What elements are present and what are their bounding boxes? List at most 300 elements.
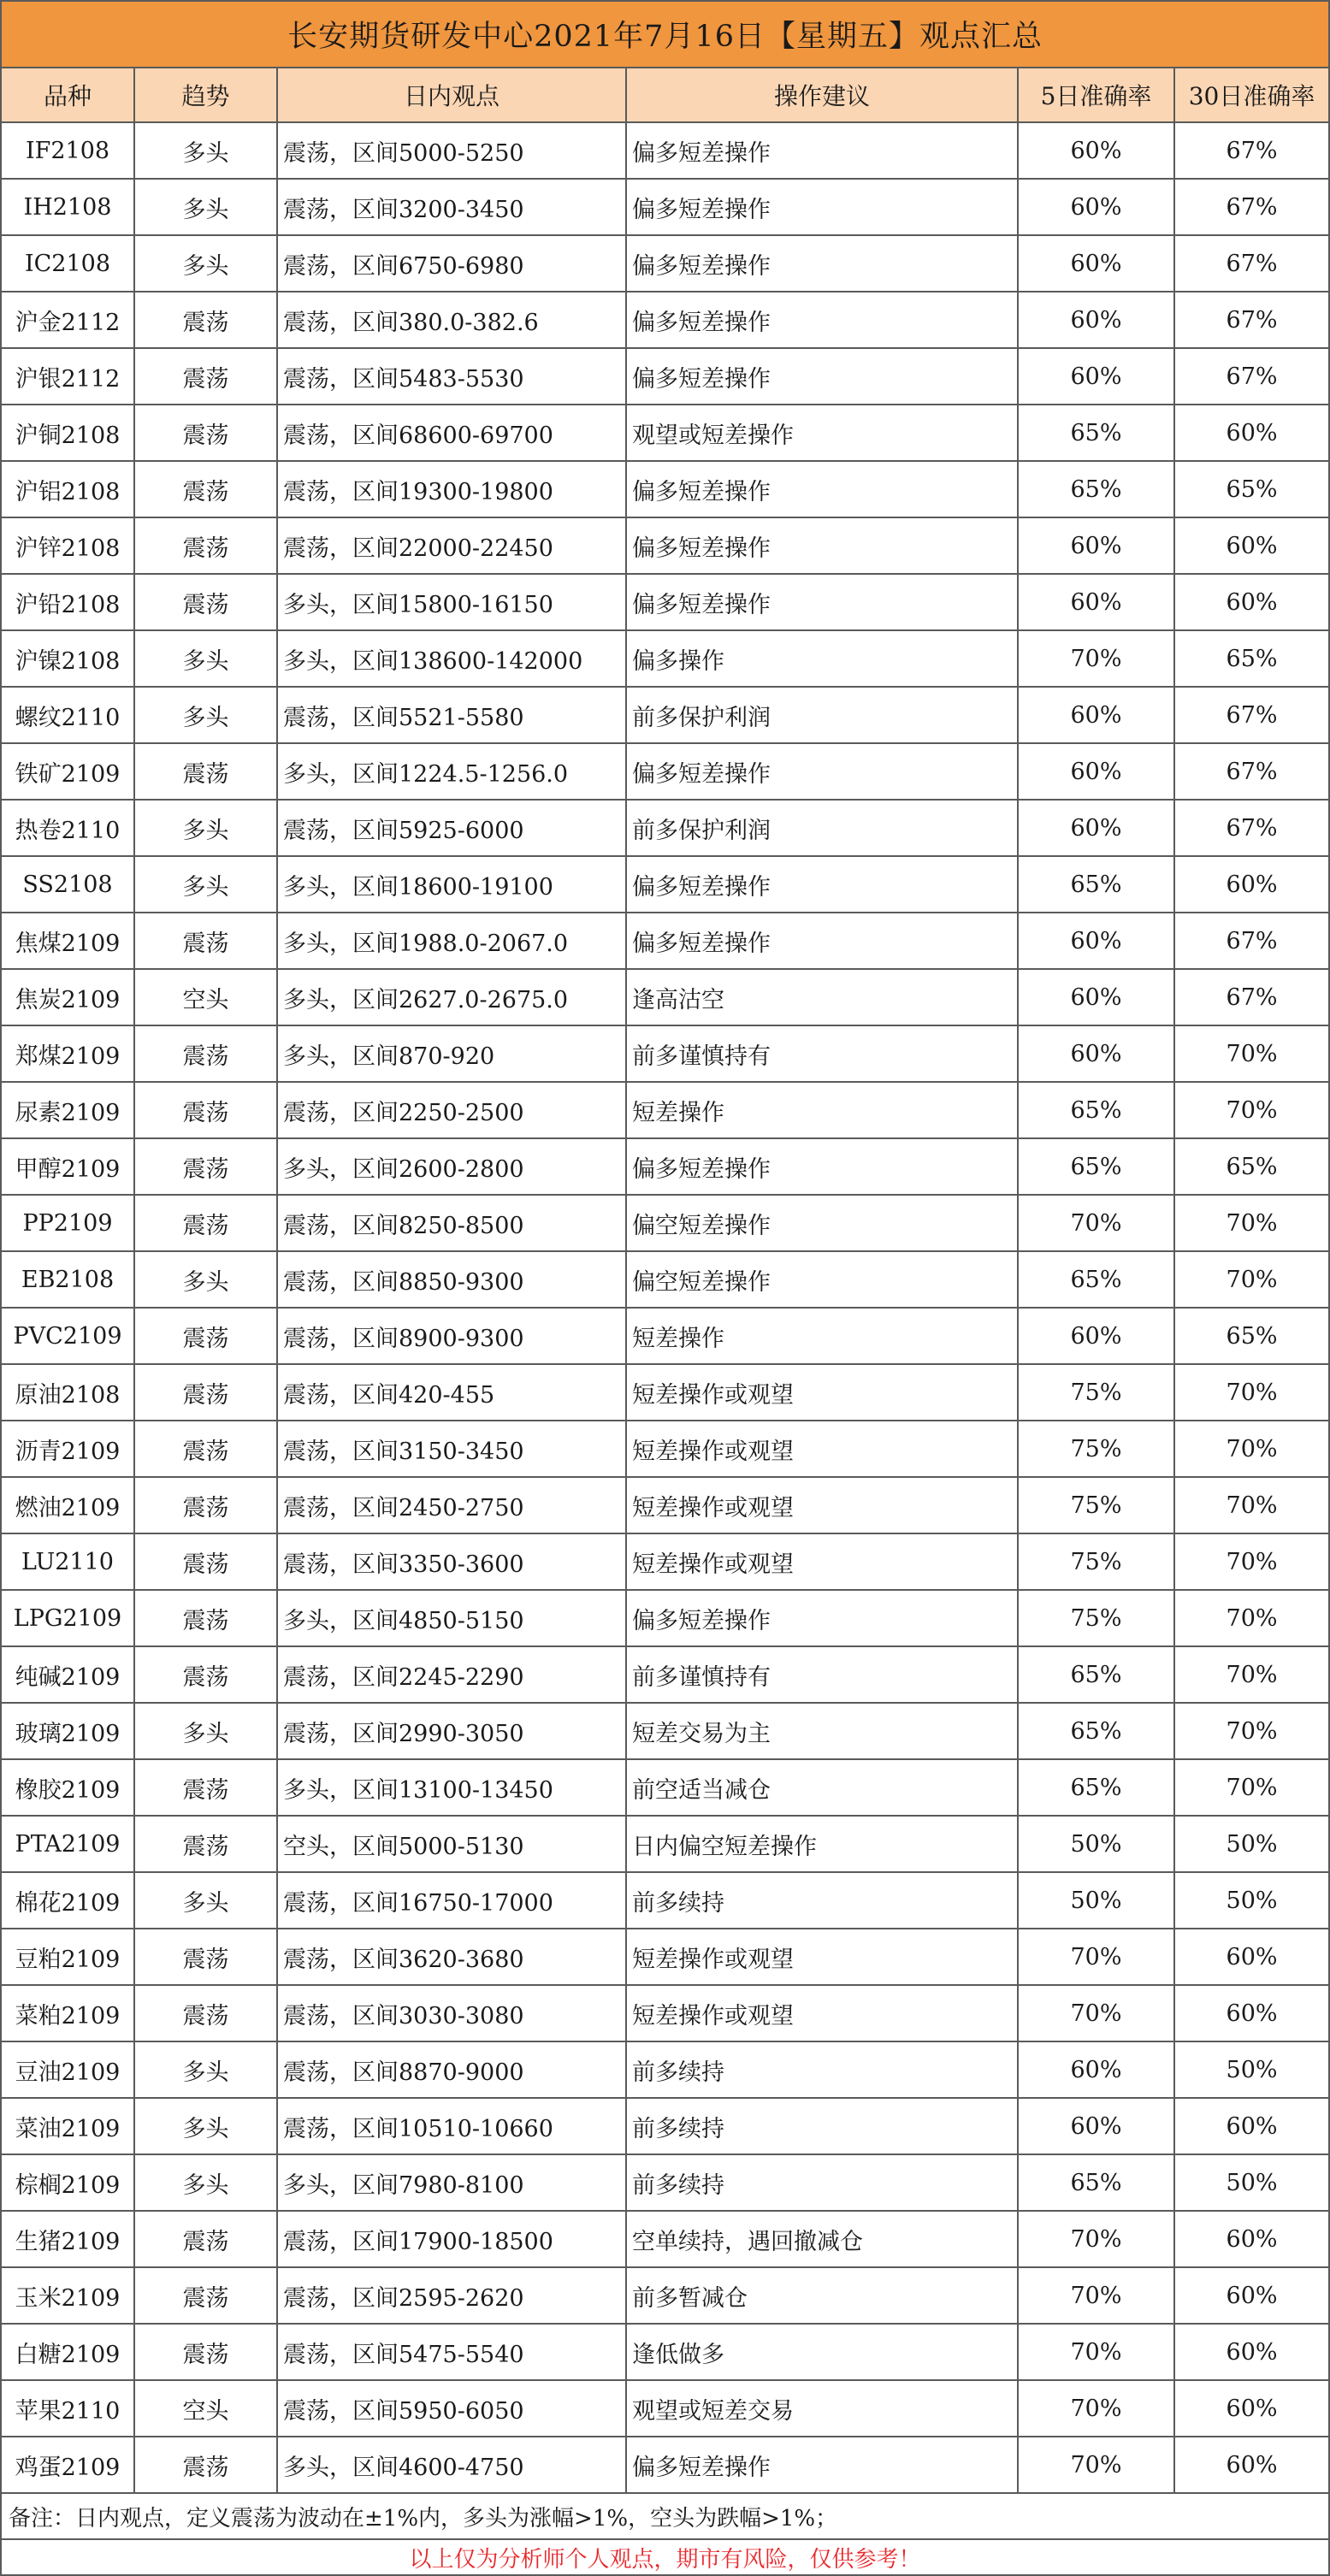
cell-acc5: 70% — [1018, 1195, 1174, 1251]
cell-name: IF2108 — [1, 122, 134, 179]
cell-acc5: 70% — [1018, 2267, 1174, 2324]
cell-advice: 偏多短差操作 — [626, 517, 1018, 574]
cell-acc30: 70% — [1174, 1590, 1329, 1646]
cell-name: PVC2109 — [1, 1308, 134, 1364]
cell-name: 焦炭2109 — [1, 969, 134, 1025]
cell-acc5: 65% — [1018, 405, 1174, 461]
cell-name: 沪铝2108 — [1, 461, 134, 517]
cell-view: 震荡，区间420-455 — [277, 1364, 626, 1421]
cell-acc30: 60% — [1174, 405, 1329, 461]
table-row — [1, 1251, 1329, 1308]
table-row — [1, 913, 1329, 969]
cell-trend: 震荡 — [134, 1985, 277, 2041]
cell-trend: 多头 — [134, 1703, 277, 1759]
cell-advice: 观望或短差交易 — [626, 2380, 1018, 2437]
cell-view: 震荡，区间3350-3600 — [277, 1533, 626, 1590]
cell-acc30: 60% — [1174, 2380, 1329, 2437]
cell-name: PP2109 — [1, 1195, 134, 1251]
cell-acc30: 70% — [1174, 1025, 1329, 1082]
table-row — [1, 2154, 1329, 2211]
cell-acc30: 60% — [1174, 1929, 1329, 1985]
cell-acc5: 60% — [1018, 517, 1174, 574]
table-row — [1, 1477, 1329, 1533]
cell-name: LPG2109 — [1, 1590, 134, 1646]
cell-trend: 震荡 — [134, 2324, 277, 2380]
cell-trend: 震荡 — [134, 913, 277, 969]
cell-trend: 震荡 — [134, 1929, 277, 1985]
cell-name: 郑煤2109 — [1, 1025, 134, 1082]
cell-acc30: 70% — [1174, 1251, 1329, 1308]
cell-advice: 短差操作或观望 — [626, 1985, 1018, 2041]
table-row — [1, 2380, 1329, 2437]
table-row — [1, 1816, 1329, 1872]
cell-advice: 逢低做多 — [626, 2324, 1018, 2380]
cell-acc5: 60% — [1018, 1308, 1174, 1364]
cell-advice: 短差操作或观望 — [626, 1477, 1018, 1533]
cell-trend: 多头 — [134, 1872, 277, 1929]
table-row — [1, 800, 1329, 856]
cell-acc5: 65% — [1018, 461, 1174, 517]
cell-advice: 偏多短差操作 — [626, 1590, 1018, 1646]
cell-view: 多头，区间1988.0-2067.0 — [277, 913, 626, 969]
cell-name: 沪金2112 — [1, 292, 134, 348]
cell-view: 震荡，区间16750-17000 — [277, 1872, 626, 1929]
definition-note: 备注：日内观点，定义震荡为波动在±1%内，多头为涨幅>1%，空头为跌幅>1%； — [1, 2493, 1329, 2539]
cell-name: 菜油2109 — [1, 2098, 134, 2154]
cell-acc5: 60% — [1018, 913, 1174, 969]
cell-advice: 前多续持 — [626, 2154, 1018, 2211]
cell-acc30: 65% — [1174, 461, 1329, 517]
cell-view: 震荡，区间3030-3080 — [277, 1985, 626, 2041]
table-row — [1, 2324, 1329, 2380]
cell-view: 震荡，区间17900-18500 — [277, 2211, 626, 2267]
cell-trend: 多头 — [134, 2154, 277, 2211]
cell-advice: 逢高沽空 — [626, 969, 1018, 1025]
cell-advice: 前多保护利润 — [626, 687, 1018, 743]
cell-trend: 震荡 — [134, 1308, 277, 1364]
table-row — [1, 1646, 1329, 1703]
cell-advice: 前多暂减仓 — [626, 2267, 1018, 2324]
cell-trend: 震荡 — [134, 1816, 277, 1872]
table-row — [1, 461, 1329, 517]
cell-trend: 空头 — [134, 969, 277, 1025]
cell-acc5: 65% — [1018, 1646, 1174, 1703]
cell-acc30: 70% — [1174, 1703, 1329, 1759]
cell-view: 震荡，区间8900-9300 — [277, 1308, 626, 1364]
cell-acc30: 60% — [1174, 856, 1329, 913]
cell-acc5: 50% — [1018, 1816, 1174, 1872]
cell-advice: 偏多短差操作 — [626, 348, 1018, 405]
cell-name: EB2108 — [1, 1251, 134, 1308]
cell-view: 多头，区间1224.5-1256.0 — [277, 743, 626, 800]
cell-acc30: 65% — [1174, 1138, 1329, 1195]
cell-advice: 前多续持 — [626, 2098, 1018, 2154]
cell-advice: 偏多短差操作 — [626, 743, 1018, 800]
table-row — [1, 1929, 1329, 1985]
table-row — [1, 743, 1329, 800]
cell-trend: 多头 — [134, 2041, 277, 2098]
cell-trend: 震荡 — [134, 348, 277, 405]
table-row — [1, 2098, 1329, 2154]
cell-trend: 震荡 — [134, 1082, 277, 1138]
cell-name: 铁矿2109 — [1, 743, 134, 800]
cell-advice: 短差操作或观望 — [626, 1929, 1018, 1985]
cell-name: 棉花2109 — [1, 1872, 134, 1929]
cell-view: 震荡，区间22000-22450 — [277, 517, 626, 574]
cell-advice: 空单续持，遇回撤减仓 — [626, 2211, 1018, 2267]
cell-view: 震荡，区间5000-5250 — [277, 122, 626, 179]
cell-view: 震荡，区间380.0-382.6 — [277, 292, 626, 348]
cell-acc30: 60% — [1174, 2324, 1329, 2380]
cell-acc30: 67% — [1174, 913, 1329, 969]
cell-acc30: 50% — [1174, 1816, 1329, 1872]
cell-trend: 多头 — [134, 122, 277, 179]
cell-view: 震荡，区间8850-9300 — [277, 1251, 626, 1308]
cell-acc5: 70% — [1018, 2324, 1174, 2380]
cell-trend: 震荡 — [134, 2211, 277, 2267]
cell-acc30: 60% — [1174, 517, 1329, 574]
cell-acc5: 70% — [1018, 1985, 1174, 2041]
cell-acc5: 70% — [1018, 630, 1174, 687]
cell-acc30: 70% — [1174, 1195, 1329, 1251]
cell-view: 多头，区间13100-13450 — [277, 1759, 626, 1816]
cell-trend: 震荡 — [134, 461, 277, 517]
table-row — [1, 1590, 1329, 1646]
cell-trend: 震荡 — [134, 1590, 277, 1646]
cell-acc5: 50% — [1018, 1872, 1174, 1929]
cell-advice: 日内偏空短差操作 — [626, 1816, 1018, 1872]
cell-acc5: 60% — [1018, 969, 1174, 1025]
cell-name: 焦煤2109 — [1, 913, 134, 969]
cell-acc30: 67% — [1174, 348, 1329, 405]
cell-name: PTA2109 — [1, 1816, 134, 1872]
cell-trend: 震荡 — [134, 292, 277, 348]
risk-notice: 以上仅为分析师个人观点，期市有风险，仅供参考！ — [1, 2539, 1329, 2575]
cell-trend: 震荡 — [134, 1138, 277, 1195]
cell-name: 尿素2109 — [1, 1082, 134, 1138]
cell-name: IH2108 — [1, 179, 134, 235]
cell-view: 震荡，区间2450-2750 — [277, 1477, 626, 1533]
cell-acc30: 50% — [1174, 2041, 1329, 2098]
cell-acc5: 60% — [1018, 2098, 1174, 2154]
header-acc5: 5日准确率 — [1018, 68, 1174, 122]
table-row — [1, 235, 1329, 292]
cell-name: 豆油2109 — [1, 2041, 134, 2098]
cell-acc30: 70% — [1174, 1421, 1329, 1477]
table-row — [1, 292, 1329, 348]
table-row — [1, 2267, 1329, 2324]
cell-name: 菜粕2109 — [1, 1985, 134, 2041]
cell-name: 沪锌2108 — [1, 517, 134, 574]
cell-trend: 震荡 — [134, 574, 277, 630]
cell-acc30: 67% — [1174, 687, 1329, 743]
cell-name: 甲醇2109 — [1, 1138, 134, 1195]
cell-acc5: 65% — [1018, 2154, 1174, 2211]
cell-trend: 震荡 — [134, 1533, 277, 1590]
cell-acc30: 67% — [1174, 292, 1329, 348]
table-row — [1, 1025, 1329, 1082]
cell-name: 生猪2109 — [1, 2211, 134, 2267]
cell-advice: 短差操作 — [626, 1082, 1018, 1138]
cell-acc5: 75% — [1018, 1421, 1174, 1477]
cell-advice: 短差操作或观望 — [626, 1364, 1018, 1421]
cell-advice: 偏空短差操作 — [626, 1195, 1018, 1251]
cell-advice: 短差操作或观望 — [626, 1421, 1018, 1477]
table-row — [1, 1703, 1329, 1759]
cell-trend: 震荡 — [134, 743, 277, 800]
cell-acc5: 60% — [1018, 743, 1174, 800]
table-row — [1, 179, 1329, 235]
cell-acc5: 65% — [1018, 1703, 1174, 1759]
sheet-title: 长安期货研发中心2021年7月16日【星期五】观点汇总 — [1, 1, 1329, 68]
cell-name: 沥青2109 — [1, 1421, 134, 1477]
cell-view: 震荡，区间6750-6980 — [277, 235, 626, 292]
cell-advice: 前多谨慎持有 — [626, 1646, 1018, 1703]
cell-acc30: 60% — [1174, 2267, 1329, 2324]
table-row — [1, 1421, 1329, 1477]
cell-view: 多头，区间138600-142000 — [277, 630, 626, 687]
cell-acc5: 75% — [1018, 1533, 1174, 1590]
cell-acc30: 60% — [1174, 1985, 1329, 2041]
cell-acc5: 60% — [1018, 800, 1174, 856]
cell-trend: 震荡 — [134, 1421, 277, 1477]
cell-acc30: 50% — [1174, 2154, 1329, 2211]
cell-view: 震荡，区间2250-2500 — [277, 1082, 626, 1138]
cell-view: 震荡，区间5475-5540 — [277, 2324, 626, 2380]
cell-name: 螺纹2110 — [1, 687, 134, 743]
table-row — [1, 2041, 1329, 2098]
cell-trend: 震荡 — [134, 1646, 277, 1703]
cell-view: 多头，区间2627.0-2675.0 — [277, 969, 626, 1025]
cell-advice: 前多续持 — [626, 1872, 1018, 1929]
cell-name: 沪铅2108 — [1, 574, 134, 630]
cell-name: 沪银2112 — [1, 348, 134, 405]
cell-view: 空头，区间5000-5130 — [277, 1816, 626, 1872]
cell-acc5: 60% — [1018, 292, 1174, 348]
table-row — [1, 1985, 1329, 2041]
cell-acc5: 60% — [1018, 348, 1174, 405]
cell-acc5: 75% — [1018, 1477, 1174, 1533]
cell-trend: 多头 — [134, 687, 277, 743]
cell-view: 震荡，区间19300-19800 — [277, 461, 626, 517]
table-row — [1, 122, 1329, 179]
cell-view: 震荡，区间3620-3680 — [277, 1929, 626, 1985]
cell-advice: 偏空短差操作 — [626, 1251, 1018, 1308]
cell-trend: 震荡 — [134, 405, 277, 461]
cell-advice: 偏多短差操作 — [626, 1138, 1018, 1195]
cell-name: IC2108 — [1, 235, 134, 292]
table-row — [1, 348, 1329, 405]
table-row — [1, 687, 1329, 743]
table-row — [1, 1308, 1329, 1364]
cell-acc5: 75% — [1018, 1590, 1174, 1646]
cell-acc30: 70% — [1174, 1477, 1329, 1533]
header-name: 品种 — [1, 68, 134, 122]
cell-view: 多头，区间870-920 — [277, 1025, 626, 1082]
cell-trend: 多头 — [134, 2098, 277, 2154]
cell-acc30: 67% — [1174, 800, 1329, 856]
cell-trend: 多头 — [134, 800, 277, 856]
cell-acc5: 65% — [1018, 1251, 1174, 1308]
cell-view: 震荡，区间5950-6050 — [277, 2380, 626, 2437]
cell-acc30: 60% — [1174, 2098, 1329, 2154]
cell-advice: 偏多短差操作 — [626, 292, 1018, 348]
header-advice: 操作建议 — [626, 68, 1018, 122]
cell-view: 多头，区间18600-19100 — [277, 856, 626, 913]
cell-acc5: 65% — [1018, 1138, 1174, 1195]
cell-acc5: 60% — [1018, 1025, 1174, 1082]
cell-name: SS2108 — [1, 856, 134, 913]
cell-trend: 空头 — [134, 2380, 277, 2437]
cell-advice: 偏多短差操作 — [626, 461, 1018, 517]
cell-view: 多头，区间2600-2800 — [277, 1138, 626, 1195]
cell-advice: 偏多短差操作 — [626, 122, 1018, 179]
table-row — [1, 630, 1329, 687]
cell-acc30: 60% — [1174, 2211, 1329, 2267]
cell-acc30: 67% — [1174, 122, 1329, 179]
table-row — [1, 2211, 1329, 2267]
cell-trend: 多头 — [134, 1251, 277, 1308]
cell-advice: 偏多短差操作 — [626, 2437, 1018, 2493]
cell-name: 燃油2109 — [1, 1477, 134, 1533]
cell-view: 震荡，区间10510-10660 — [277, 2098, 626, 2154]
cell-view: 震荡，区间2990-3050 — [277, 1703, 626, 1759]
cell-trend: 震荡 — [134, 1025, 277, 1082]
cell-name: 玻璃2109 — [1, 1703, 134, 1759]
cell-acc5: 65% — [1018, 856, 1174, 913]
cell-trend: 震荡 — [134, 1477, 277, 1533]
table-row — [1, 1872, 1329, 1929]
cell-trend: 震荡 — [134, 1195, 277, 1251]
cell-acc30: 50% — [1174, 1872, 1329, 1929]
cell-trend: 多头 — [134, 630, 277, 687]
cell-trend: 震荡 — [134, 1364, 277, 1421]
cell-advice: 偏多短差操作 — [626, 574, 1018, 630]
cell-view: 多头，区间15800-16150 — [277, 574, 626, 630]
cell-acc30: 67% — [1174, 743, 1329, 800]
cell-trend: 多头 — [134, 179, 277, 235]
cell-acc30: 70% — [1174, 1082, 1329, 1138]
cell-view: 震荡，区间5521-5580 — [277, 687, 626, 743]
cell-view: 震荡，区间8250-8500 — [277, 1195, 626, 1251]
cell-name: 原油2108 — [1, 1364, 134, 1421]
cell-advice: 前多谨慎持有 — [626, 1025, 1018, 1082]
cell-acc30: 70% — [1174, 1364, 1329, 1421]
cell-acc5: 60% — [1018, 179, 1174, 235]
cell-acc5: 60% — [1018, 574, 1174, 630]
cell-advice: 偏多短差操作 — [626, 856, 1018, 913]
table-row — [1, 1533, 1329, 1590]
cell-trend: 震荡 — [134, 1759, 277, 1816]
cell-advice: 前多保护利润 — [626, 800, 1018, 856]
cell-advice: 偏多短差操作 — [626, 235, 1018, 292]
cell-view: 多头，区间4600-4750 — [277, 2437, 626, 2493]
cell-advice: 短差操作 — [626, 1308, 1018, 1364]
cell-name: 热卷2110 — [1, 800, 134, 856]
table-row — [1, 1082, 1329, 1138]
cell-trend: 多头 — [134, 856, 277, 913]
table-row — [1, 2437, 1329, 2493]
cell-acc5: 70% — [1018, 2437, 1174, 2493]
cell-acc5: 60% — [1018, 122, 1174, 179]
cell-view: 震荡，区间2595-2620 — [277, 2267, 626, 2324]
cell-trend: 震荡 — [134, 2267, 277, 2324]
cell-advice: 偏多短差操作 — [626, 913, 1018, 969]
cell-acc30: 70% — [1174, 1646, 1329, 1703]
cell-name: 鸡蛋2109 — [1, 2437, 134, 2493]
cell-acc30: 70% — [1174, 1533, 1329, 1590]
header-acc30: 30日准确率 — [1174, 68, 1329, 122]
cell-acc5: 70% — [1018, 2211, 1174, 2267]
cell-acc30: 60% — [1174, 2437, 1329, 2493]
cell-view: 震荡，区间8870-9000 — [277, 2041, 626, 2098]
table-body — [1, 122, 1329, 2493]
cell-view: 多头，区间4850-5150 — [277, 1590, 626, 1646]
cell-advice: 偏多操作 — [626, 630, 1018, 687]
header-trend: 趋势 — [134, 68, 277, 122]
table-row — [1, 1364, 1329, 1421]
table-row — [1, 517, 1329, 574]
cell-trend: 震荡 — [134, 517, 277, 574]
cell-acc30: 67% — [1174, 969, 1329, 1025]
cell-advice: 短差操作或观望 — [626, 1533, 1018, 1590]
cell-acc30: 60% — [1174, 574, 1329, 630]
cell-view: 震荡，区间5483-5530 — [277, 348, 626, 405]
cell-acc30: 65% — [1174, 630, 1329, 687]
cell-name: 沪铜2108 — [1, 405, 134, 461]
table-row — [1, 405, 1329, 461]
cell-view: 震荡，区间5925-6000 — [277, 800, 626, 856]
cell-advice: 短差交易为主 — [626, 1703, 1018, 1759]
cell-advice: 前多续持 — [626, 2041, 1018, 2098]
cell-advice: 观望或短差操作 — [626, 405, 1018, 461]
cell-trend: 多头 — [134, 235, 277, 292]
cell-view: 震荡，区间3150-3450 — [277, 1421, 626, 1477]
cell-acc5: 60% — [1018, 235, 1174, 292]
cell-trend: 震荡 — [134, 2437, 277, 2493]
cell-name: 苹果2110 — [1, 2380, 134, 2437]
table-row — [1, 1195, 1329, 1251]
header-view: 日内观点 — [277, 68, 626, 122]
table-row — [1, 1759, 1329, 1816]
cell-name: 橡胶2109 — [1, 1759, 134, 1816]
cell-view: 多头，区间7980-8100 — [277, 2154, 626, 2211]
cell-acc5: 65% — [1018, 1082, 1174, 1138]
cell-acc30: 70% — [1174, 1759, 1329, 1816]
cell-name: 豆粕2109 — [1, 1929, 134, 1985]
cell-acc5: 60% — [1018, 2041, 1174, 2098]
cell-name: 白糖2109 — [1, 2324, 134, 2380]
table-row — [1, 1138, 1329, 1195]
cell-acc30: 67% — [1174, 179, 1329, 235]
cell-view: 震荡，区间3200-3450 — [277, 179, 626, 235]
cell-name: 玉米2109 — [1, 2267, 134, 2324]
cell-name: LU2110 — [1, 1533, 134, 1590]
table-row — [1, 969, 1329, 1025]
cell-acc5: 70% — [1018, 1929, 1174, 1985]
cell-acc5: 60% — [1018, 687, 1174, 743]
cell-name: 棕榈2109 — [1, 2154, 134, 2211]
header-row — [1, 68, 1329, 122]
cell-view: 震荡，区间2245-2290 — [277, 1646, 626, 1703]
cell-view: 震荡，区间68600-69700 — [277, 405, 626, 461]
cell-acc30: 65% — [1174, 1308, 1329, 1364]
cell-name: 沪镍2108 — [1, 630, 134, 687]
cell-advice: 前空适当减仓 — [626, 1759, 1018, 1816]
table-row — [1, 574, 1329, 630]
cell-acc5: 65% — [1018, 1759, 1174, 1816]
table-row — [1, 856, 1329, 913]
